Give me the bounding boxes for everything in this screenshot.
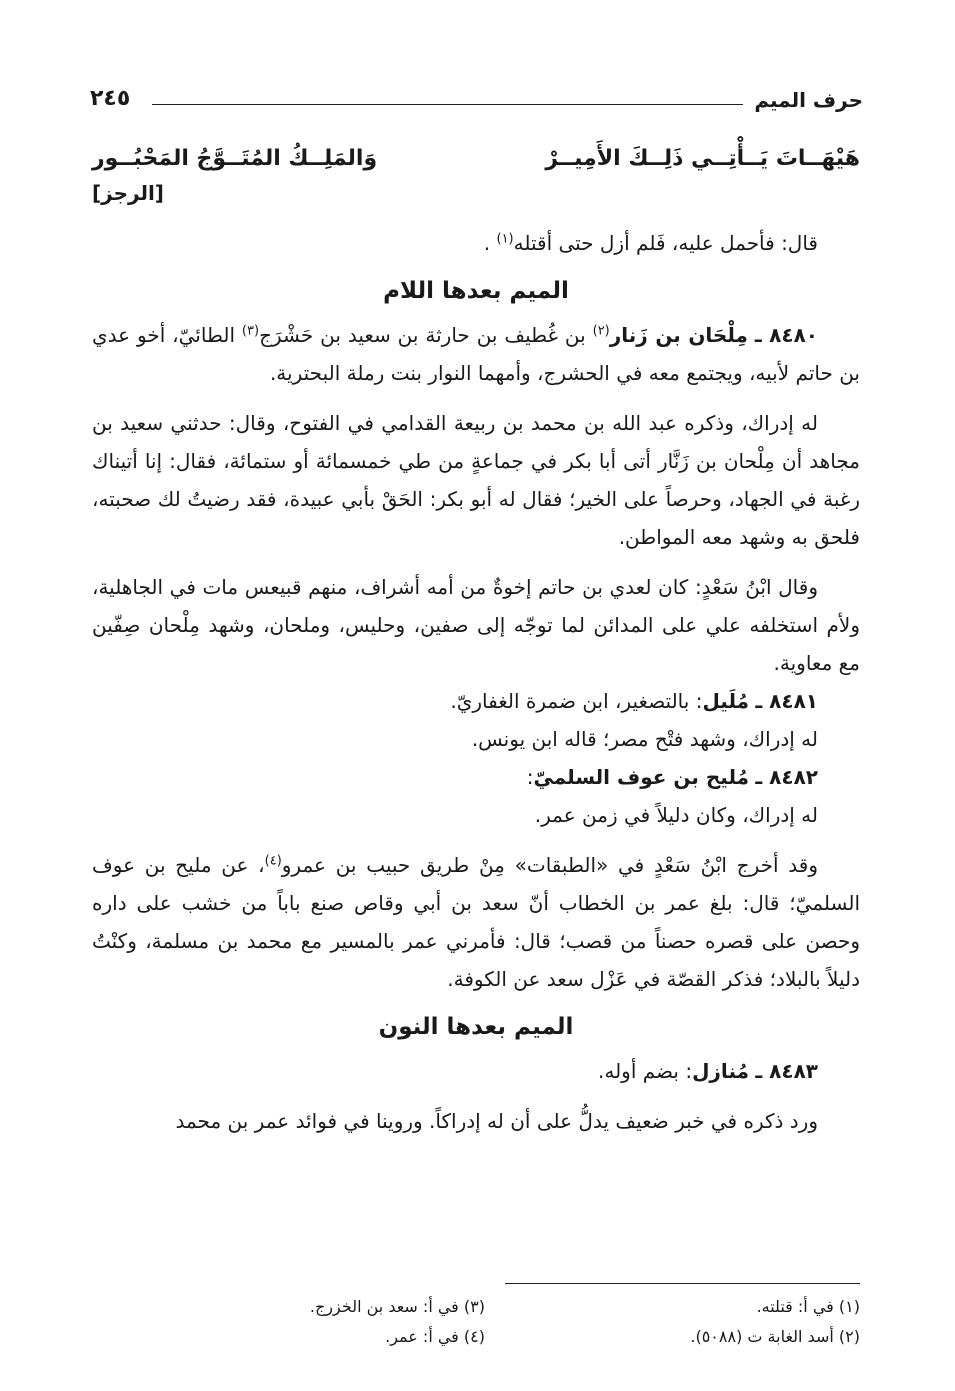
paragraph-ibn-saad-tabaqat (92, 846, 860, 998)
entry-description: : بضم أوله. (598, 1059, 693, 1083)
entry-8480 (92, 316, 860, 392)
entry-8481 (92, 682, 860, 720)
body-text (92, 140, 860, 1140)
entry-8482 (92, 758, 860, 796)
footnote-3: (٣) في أ: سعد بن الخزرج. (309, 1297, 485, 1316)
entry-number: ٨٤٨٠ ـ (754, 323, 818, 347)
entry-lineage: بن غُطيف بن حارثة بن سعيد بن حَشْرَج (259, 323, 593, 347)
paragraph-idrak-8482: له إدراك، وكان دليلاً في زمن عمر. (534, 803, 818, 827)
paragraph-idrak-8480: له إدراك، وذكره عبد الله بن محمد بن ربيعة القدامي في الفتوح، وقال: حدثني سعيد بن مجاهد أن مِلْحان بن زَنَّار أتى أبا بكر في جماعةٍ من طي خمسمائة أو ستمائة، فقال: إنا أتيناك رغبة في الجهاد، وحرصاً على الخير؛ فقال له أبو بكر: الحَقْ بأبي عبيدة، فقد رضيتُ لك صحبته، فلحق به وشهد معه المواطن. (92, 411, 860, 549)
paragraph-rest: ، عن مليح بن عوف السلميّ؛ قال: بلغ عمر بن الخطاب أنّ سعد بن أبي وقاص صنع باباً من خشب على داره وحصن على قصره حصناً من قصب؛ قال: فأمرني عمر بالمسير مع محمد بن مسلمة، وكنْتُ دليلاً بالبلاد؛ فذكر القصّة في عَزْل سعد عن الكوفة. (92, 853, 860, 991)
section-heading-lam: الميم بعدها اللام (383, 278, 569, 304)
footnote-4: (٤) في أ: عمر. (385, 1327, 485, 1346)
footnote-ref-1: (١) (496, 231, 514, 247)
footnote-rule (505, 1283, 860, 1284)
entry-name: مِلْحَان بن زَنار (609, 323, 748, 347)
footnote-1: (١) في أ: قتلته. (756, 1297, 860, 1316)
verse-meter: [الرجز] (92, 181, 164, 205)
entry-name: مُنازل (692, 1059, 749, 1083)
entry-name: مُلَيل (702, 689, 749, 713)
paragraph-ibn-saad: وقال ابْنُ سَعْدٍ: كان لعدي بن حاتم إخوةٌ من أمه أشراف، منهم قبيعس مات في الجاهلية، ولأم استخلفه علي على المدائن لما توجّه إلى صفين، وحليس، وملحان، وشهد مِلْحان صِفّين مع معاوية. (92, 575, 860, 675)
paragraph-end: . (483, 231, 491, 255)
entry-description: : (526, 765, 534, 789)
poetry-verse (92, 140, 860, 178)
header-rule (152, 104, 743, 105)
entry-number: ٨٤٨٢ ـ (755, 765, 818, 789)
entry-8483 (92, 1052, 860, 1090)
paragraph-text: وقد أخرج ابْنُ سَعْدٍ في «الطبقات» مِنْ طريق حبيب بن عمرو (281, 853, 818, 877)
paragraph-text: قال: فأحمل عليه، فَلم أزل حتى أقتله (513, 231, 818, 255)
entry-description: : بالتصغير، ابن ضمرة الغفاريّ. (450, 689, 703, 713)
entry-description: الطائيّ، أخو عدي بن حاتم لأبيه، ويجتمع معه في الحشرج، وأمهما النوار بنت رملة البحترية. (92, 323, 860, 385)
paragraph-last: ورد ذكره في خبر ضعيف يدلُّ على أن له إدراكاً. وروينا في فوائد عمر بن محمد (175, 1109, 818, 1133)
entry-number: ٨٤٨١ ـ (755, 689, 818, 713)
footnote-ref-4: (٤) (264, 853, 282, 869)
paragraph-idrak-8481: له إدراك، وشهد فتْح مصر؛ قاله ابن يونس. (471, 727, 818, 751)
verse-second-hemistich: وَالمَلِــكُ المُتَــوَّجُ المَحْبُــور (92, 146, 378, 171)
entry-number: ٨٤٨٣ ـ (755, 1059, 818, 1083)
section-heading-nun: الميم بعدها النون (378, 1014, 574, 1040)
paragraph-qal (92, 224, 860, 262)
verse-first-hemistich: هَيْهَــاتَ يَــأْتِــي ذَلِــكَ الأَمِيــرْ (545, 146, 860, 171)
page-number: ٢٤٥ (90, 86, 131, 111)
footnote-ref-3: (٣) (241, 323, 260, 339)
footnote-2: (٢) أسد الغابة ت (٥٠٨٨). (690, 1327, 860, 1346)
entry-name: مُليح بن عوف السلميّ (533, 765, 749, 789)
running-header (90, 88, 863, 122)
footnotes (150, 1292, 860, 1352)
footnote-ref-2: (٢) (592, 323, 610, 339)
running-title: حرف الميم (754, 88, 863, 112)
